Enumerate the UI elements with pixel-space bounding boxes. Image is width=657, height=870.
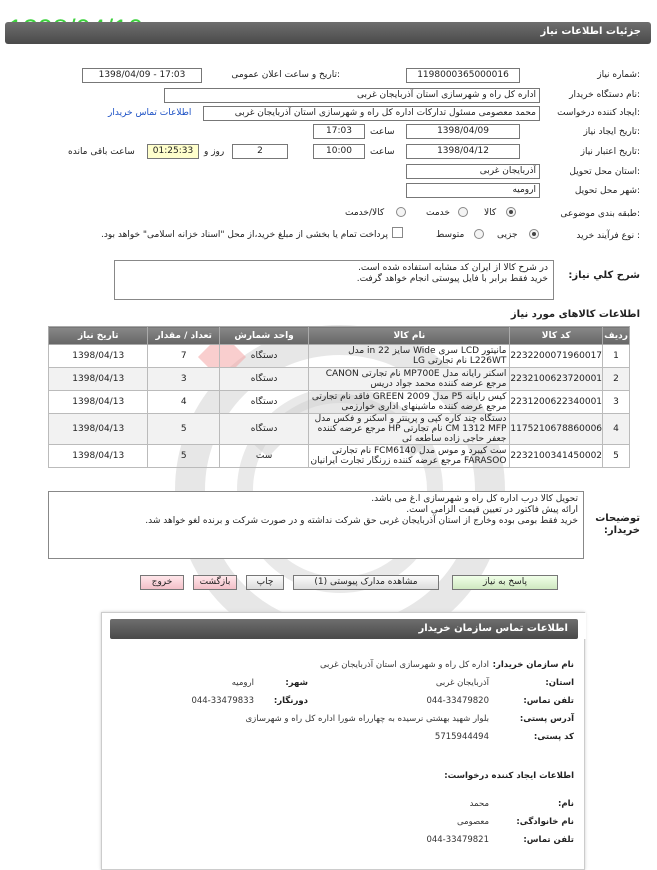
- purchase-option-minor: جزیی: [497, 230, 518, 240]
- cell-qty: 3: [148, 368, 219, 391]
- notes-line: ارائه پیش فاکتور در تعیین قیمت الزامی است.: [406, 505, 578, 515]
- contact-phone-value: 044-33479820: [426, 696, 489, 706]
- contact-city-value: ارومیه: [231, 678, 254, 688]
- creator-family-label: نام خانوادگی:: [516, 817, 574, 827]
- cell-row: 3: [603, 391, 630, 414]
- back-button[interactable]: بازگشت: [193, 575, 237, 590]
- cell-code: 2232200071960017: [510, 345, 603, 368]
- buyer-label: نام دستگاه خریدار:: [569, 90, 640, 100]
- items-section-title: اطلاعات کالاهای مورد نیاز: [510, 309, 640, 320]
- validity-time-field: 10:00: [313, 144, 365, 159]
- cell-name: کیس رایانه P5 مدل GREEN 2009 فاقد نام تجارتی مرجع عرضه کننده ماشینهای اداری خوارزمی: [309, 391, 510, 414]
- creator-label: ایجاد کننده درخواست:: [557, 108, 640, 118]
- creator-family-value: معصومی: [456, 817, 489, 827]
- creator-name-value: محمد: [469, 799, 489, 809]
- attachments-button[interactable]: مشاهده مدارک پیوستی (1): [293, 575, 439, 590]
- col-unit: واحد شمارش: [219, 327, 308, 345]
- create-time-field: 17:03: [313, 124, 365, 139]
- creator-phone-label: تلفن تماس:: [523, 835, 574, 845]
- contact-fax-label: دورنگار:: [273, 696, 308, 706]
- summary-line: خرید فقط برابر با فایل پیوستی انجام خواهد گرفت.: [356, 274, 548, 284]
- category-option-goods: کالا: [484, 208, 497, 218]
- table-row: [49, 391, 630, 414]
- cell-row: 5: [603, 445, 630, 468]
- province-field: آذربایجان غربی: [406, 164, 540, 179]
- reply-button[interactable]: پاسخ به نیاز: [452, 575, 558, 590]
- category-option-service: خدمت: [426, 208, 450, 218]
- creator-phone-value: 044-33479821: [426, 835, 489, 845]
- cell-unit: دستگاه: [219, 368, 308, 391]
- announce-field: 1398/04/09 - 17:03: [82, 68, 202, 83]
- cell-qty: 4: [148, 391, 219, 414]
- page-header: [5, 22, 651, 44]
- contact-address-value: بلوار شهید بهشتی نرسیده به چهارراه شورا اداره کل راه و شهرسازی: [245, 714, 489, 724]
- page-title: جزئیات اطلاعات نیاز: [540, 26, 641, 37]
- create-date-field: 1398/04/09: [406, 124, 520, 139]
- exit-button[interactable]: خروج: [140, 575, 184, 590]
- cell-code: 2232100341450002: [510, 445, 603, 468]
- summary-line: در شرح کالا از ایران کد مشابه استفاده شده است.: [358, 263, 548, 273]
- cell-qty: 5: [148, 445, 219, 468]
- col-code: کد کالا: [510, 327, 603, 345]
- category-radio-goods[interactable]: [506, 207, 516, 217]
- summary-label: شرح کلي نیاز:: [568, 270, 640, 281]
- need-number-label: شماره نیاز:: [597, 70, 640, 80]
- create-time-label: ساعت: [370, 127, 395, 137]
- items-table: [48, 326, 630, 468]
- category-radio-both[interactable]: [396, 207, 406, 217]
- col-qty: تعداد / مقدار: [148, 327, 219, 345]
- days-label: روز و: [204, 147, 225, 157]
- table-row: [49, 345, 630, 368]
- cell-date: 1398/04/13: [49, 414, 148, 445]
- creator-info-title: اطلاعات ایجاد کننده درخواست:: [444, 771, 574, 781]
- treasury-note: پرداخت تمام یا بخشی از مبلغ خرید،از محل "اسناد خزانه اسلامی" خواهد بود.: [100, 230, 388, 240]
- cell-date: 1398/04/13: [49, 445, 148, 468]
- purchase-type-label: نوع فرآیند خرید :: [576, 231, 640, 241]
- table-row: [49, 368, 630, 391]
- cell-row: 1: [603, 345, 630, 368]
- buyer-notes-label: توضیحات خریدار:: [595, 513, 640, 536]
- col-name: نام کالا: [309, 327, 510, 345]
- summary-box: [114, 260, 554, 300]
- city-label: شهر محل تحویل:: [574, 186, 640, 196]
- category-radio-service[interactable]: [458, 207, 468, 217]
- contact-postal-label: کد پستی:: [533, 732, 574, 742]
- notes-line: تحویل کالا درب اداره کل راه و شهرسازی ا.غ می باشد.: [371, 494, 578, 504]
- contact-postal-value: 5715944494: [434, 732, 489, 742]
- cell-unit: ست: [219, 445, 308, 468]
- create-date-label: تاریخ ایجاد نیاز:: [583, 127, 640, 137]
- contact-city-label: شهر:: [285, 678, 308, 688]
- cell-name: ست کیبرد و موس مدل FCM6140 نام تجارتی FARASOO مرجع عرضه کننده زرنگار تجارت ایرانیان: [309, 445, 510, 468]
- purchase-option-medium: متوسط: [436, 230, 465, 240]
- cell-qty: 7: [148, 345, 219, 368]
- buyer-notes-box: [48, 491, 584, 559]
- cell-row: 4: [603, 414, 630, 445]
- contact-province-value: آذربایجان غربی: [435, 678, 489, 688]
- contact-org-value: اداره کل راه و شهرسازی استان آذربایجان غربی: [319, 660, 489, 670]
- purchase-radio-medium[interactable]: [474, 229, 484, 239]
- validity-label: تاریخ اعتبار نیاز:: [580, 147, 640, 157]
- cell-qty: 5: [148, 414, 219, 445]
- contact-card-header: [102, 613, 586, 639]
- cell-date: 1398/04/13: [49, 368, 148, 391]
- cell-date: 1398/04/13: [49, 391, 148, 414]
- contact-card-title: اطلاعات تماس سازمان خریدار: [418, 623, 568, 634]
- contact-phone-label: تلفن تماس:: [523, 696, 574, 706]
- contact-fax-value: 044-33479833: [191, 696, 254, 706]
- table-row: [49, 445, 630, 468]
- cell-unit: دستگاه: [219, 345, 308, 368]
- category-label: طبقه بندی موضوعی:: [560, 209, 640, 219]
- remaining-time-field: 01:25:33: [147, 144, 199, 159]
- validity-date-field: 1398/04/12: [406, 144, 520, 159]
- cell-row: 2: [603, 368, 630, 391]
- announce-label: تاریخ و ساعت اعلان عمومی:: [231, 70, 340, 80]
- print-button[interactable]: چاپ: [246, 575, 284, 590]
- cell-code: 1175210678860006: [510, 414, 603, 445]
- col-date: تاریخ نیاز: [49, 327, 148, 345]
- treasury-checkbox[interactable]: [392, 227, 403, 238]
- notes-line: خرید فقط بومی بوده وخارج از استان آذربایجان غربی حق شرکت نداشته و در صورت شرکت و برنده لغو خواهد شد.: [145, 516, 578, 526]
- contact-address-label: آدرس پستی:: [519, 714, 574, 724]
- col-row: ردیف: [603, 327, 630, 345]
- cell-code: 2231200622340001: [510, 391, 603, 414]
- category-option-both: کالا/خدمت: [345, 208, 385, 218]
- cell-name: مانیتور LCD سری Wide سایز 22 in مدل L226WT نام تجارتی LG: [309, 345, 510, 368]
- province-label: استان محل تحویل:: [569, 167, 640, 177]
- cell-name: اسکنر رایانه مدل MP700E نام تجارتی CANON مرجع عرضه کننده محمد جواد دریس: [309, 368, 510, 391]
- cell-date: 1398/04/13: [49, 345, 148, 368]
- creator-field: محمد معصومی مسئول تدارکات اداره کل راه و شهرسازی استان آذربایجان غربی: [203, 106, 540, 121]
- buyer-field: اداره کل راه و شهرسازی استان آذربایجان غربی: [164, 88, 540, 103]
- buyer-contact-card: [101, 612, 585, 870]
- cell-unit: دستگاه: [219, 414, 308, 445]
- cell-unit: دستگاه: [219, 391, 308, 414]
- city-field: ارومیه: [406, 183, 540, 198]
- contact-org-label: نام سازمان خریدار:: [492, 660, 574, 670]
- need-number-field: 1198000365000016: [406, 68, 520, 83]
- contact-province-label: استان:: [545, 678, 574, 688]
- table-row: [49, 414, 630, 445]
- items-table-header: [49, 327, 630, 345]
- creator-name-label: نام:: [557, 799, 574, 809]
- days-field: 2: [232, 144, 288, 159]
- remaining-label: ساعت باقی مانده: [68, 147, 135, 157]
- validity-time-label: ساعت: [370, 147, 395, 157]
- cell-name: دستگاه چند کاره کپی و پرینتر و اسکنر و فکس مدل CM 1312 MFP نام تجارتی HP مرجع عرضه کننده جعفر حاجی زاده ساطعه ئی: [309, 414, 510, 445]
- cell-code: 2232100623720001: [510, 368, 603, 391]
- buyer-contact-link[interactable]: اطلاعات تماس خریدار: [108, 108, 192, 118]
- purchase-radio-minor[interactable]: [529, 229, 539, 239]
